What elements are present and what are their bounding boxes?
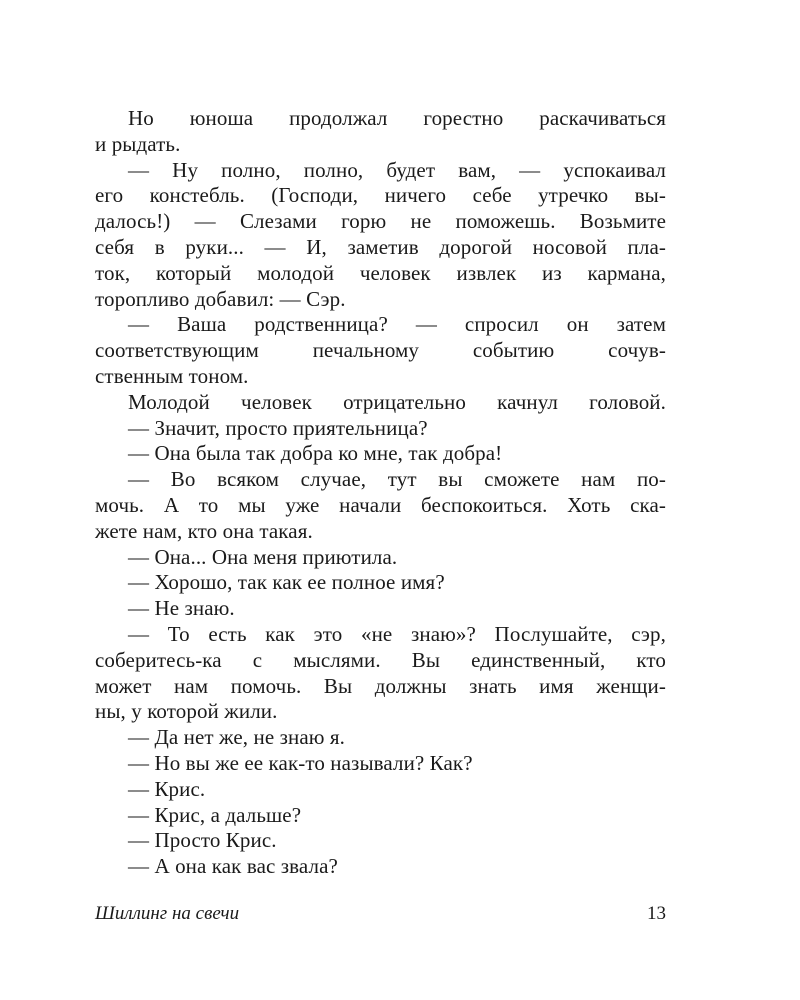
text-line: — Ну полно, полно, будет вам, — успокаивал [128, 157, 666, 182]
text-line: и рыдать. [95, 131, 181, 156]
text-line: — Просто Крис. [128, 828, 277, 853]
text-line: — Значит, просто приятельница? [128, 415, 428, 440]
text-line: далось!) — Слезами горю не поможешь. Возьмите [95, 209, 666, 234]
text-line: ственным тоном. [95, 363, 249, 388]
body-text [95, 106, 666, 880]
text-line: Молодой человек отрицательно качнул головой. [128, 389, 666, 414]
text-line: — Она была так добра ко мне, так добра! [128, 441, 503, 466]
text-line: — Да нет же, не знаю я. [128, 725, 345, 750]
text-line: — Не знаю. [128, 596, 235, 621]
text-line: себя в руки... — И, заметив дорогой носовой пла- [95, 234, 666, 259]
text-line: мочь. А то мы уже начали беспокоиться. Хоть ска- [95, 492, 666, 517]
text-line: Но юноша продолжал горестно раскачиваться [128, 106, 666, 130]
text-line: — Хорошо, так как ее полное имя? [128, 570, 445, 595]
text-line: — Крис, а дальше? [128, 802, 302, 827]
text-line: — То есть как это «не знаю»? Послушайте, сэр, [128, 621, 666, 646]
text-line: соответствующим печальному событию сочув- [95, 338, 666, 363]
book-page [95, 106, 666, 880]
text-line: жете нам, кто она такая. [95, 518, 313, 543]
page-footer [95, 903, 666, 929]
text-line: ток, который молодой человек извлек из кармана, [95, 260, 666, 285]
running-title: Шиллинг на свечи [95, 903, 240, 924]
text-line: — Крис. [128, 776, 206, 801]
text-line: торопливо добавил: — Сэр. [95, 286, 346, 311]
text-line: — Во всяком случае, тут вы сможете нам по- [128, 467, 666, 492]
text-line: — Ваша родственница? — спросил он затем [128, 312, 666, 337]
text-line: — А она как вас звала? [128, 854, 338, 879]
text-line: — Она... Она меня приютила. [128, 544, 398, 569]
text-line: его констебль. (Господи, ничего себе утречко вы- [95, 183, 666, 208]
page-number: 13 [647, 903, 666, 924]
text-line: — Но вы же ее как-то называли? Как? [128, 750, 473, 775]
text-line: может нам помочь. Вы должны знать имя женщи- [95, 673, 666, 698]
text-line: ны, у которой жили. [95, 699, 278, 724]
text-line: соберитесь-ка с мыслями. Вы единственный, кто [95, 647, 666, 672]
